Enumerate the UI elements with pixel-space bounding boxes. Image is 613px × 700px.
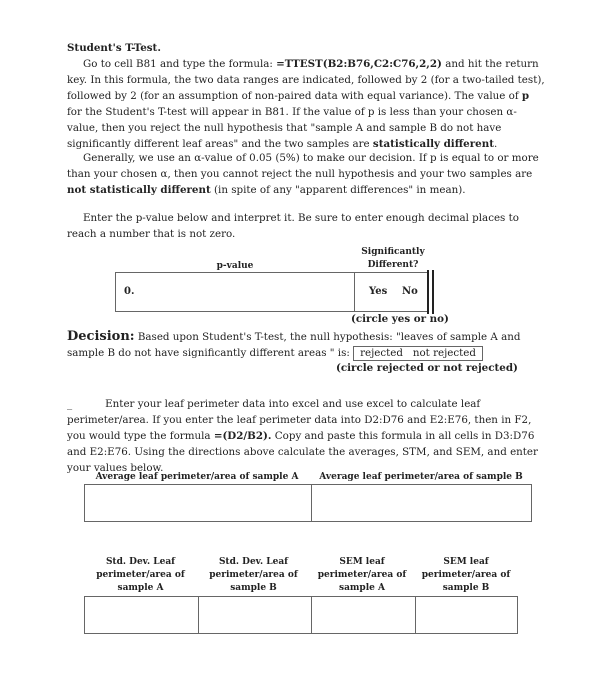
- avg-b-header: Average leaf perimeter/area of sample B: [319, 472, 523, 482]
- text: SEM leaf: [443, 557, 489, 567]
- circle-rejected-note: (circle rejected or not rejected): [336, 362, 518, 374]
- sd-a-input[interactable]: [85, 597, 198, 633]
- text: Different?: [367, 260, 419, 270]
- sem-b-header: [414, 556, 518, 595]
- text: sample B: [442, 583, 490, 593]
- decision-paragraph: [67, 329, 545, 361]
- divider: [354, 273, 355, 311]
- sd-b-header: [197, 556, 310, 595]
- no-option[interactable]: No: [402, 286, 418, 297]
- yes-option[interactable]: Yes: [369, 286, 388, 297]
- instructions-paragraph-2: [67, 150, 545, 198]
- circle-yes-no-note: (circle yes or no): [351, 313, 449, 325]
- double-border: [427, 270, 434, 314]
- text: perimeter/area of: [209, 570, 298, 580]
- pvalue-header: p-value: [216, 261, 254, 271]
- text: .: [493, 138, 498, 150]
- instructions-paragraph-1: [67, 56, 545, 152]
- sem-a-header: [310, 556, 414, 595]
- text: SEM leaf: [339, 557, 385, 567]
- sem-b-input[interactable]: [416, 597, 517, 633]
- text: Based upon Student's T-test, the null hypothesis: "leaves of sample A and sample B do not have significantly different areas " is:: [67, 331, 521, 359]
- sem-a-input[interactable]: [312, 597, 415, 633]
- text: statistically different: [372, 138, 494, 150]
- avg-a-input[interactable]: [85, 485, 311, 521]
- sd-a-header: [84, 556, 197, 595]
- instructions-paragraph-4: [67, 396, 545, 476]
- section-title: [67, 40, 545, 56]
- avg-a-header: Average leaf perimeter/area of sample A: [95, 472, 299, 482]
- pvalue-table: [115, 272, 429, 312]
- ratio-formula: =(D2/B2).: [213, 430, 272, 442]
- stats-table: [84, 596, 518, 634]
- text: Go to cell B81 and type the formula:: [83, 58, 277, 70]
- sd-b-input[interactable]: [199, 597, 311, 633]
- text: Significantly: [361, 247, 425, 257]
- text: Std. Dev. Leaf: [105, 557, 176, 567]
- text: perimeter/area of: [96, 570, 185, 580]
- significance-header: [354, 246, 432, 272]
- decision-label: Decision:: [67, 329, 135, 344]
- text: Std. Dev. Leaf: [218, 557, 289, 567]
- average-table: [84, 484, 532, 522]
- ttest-formula: =TTEST(B2:B76,C2:C76,2,2): [276, 58, 442, 70]
- text: perimeter/area of: [421, 570, 511, 580]
- text: not statistically different: [67, 184, 211, 196]
- text: for the Student's T-test will appear in B81. If the value of p is less than your chosen α-value, then you reject the null hypothesis that "sample A and sample B do not have significantly different leaf areas" and the two samples are: [67, 106, 517, 150]
- text: sample A: [117, 583, 164, 593]
- rejected-choice-box: [353, 346, 483, 361]
- text: _: [67, 398, 73, 410]
- pvalue-input[interactable]: 0.: [124, 286, 135, 297]
- rejected-option[interactable]: rejected: [360, 347, 403, 359]
- text: Copy and paste this formula in all cells in D3:D76 and E2:E76. Using the directions above calculate the averages, STM, and SEM, and enter your values below.: [67, 430, 538, 474]
- text: sample B: [230, 583, 277, 593]
- text: Generally, we use an α-value of 0.05 (5%) to make our decision. If p is equal to or more than your chosen α, then you cannot reject the null hypothesis and your two samples are: [67, 152, 539, 180]
- text: p: [521, 90, 530, 102]
- instructions-paragraph-3: Enter the p-value below and interpret it. Be sure to enter enough decimal places to reach a number that is not zero.: [67, 212, 519, 240]
- text: and hit the return key. In this formula, the two data ranges are indicated, followed by 2 (for a two-tailed test), followed by 2 (for an assumption of non-paired data with equal variance). The value of: [67, 58, 545, 102]
- text: sample A: [339, 583, 385, 593]
- text: perimeter/area of: [317, 570, 407, 580]
- not-rejected-option[interactable]: not rejected: [412, 347, 476, 359]
- text: Enter your leaf perimeter data into excel and use excel to calculate leaf perimeter/area. If you enter the leaf perimeter data into D2:D76 and E2:E76, then in F2, you would type the formula: [67, 398, 532, 442]
- avg-b-input[interactable]: [312, 485, 531, 521]
- title-text: Student's T-Test.: [67, 42, 161, 54]
- text: (in spite of any "apparent differences" in mean).: [210, 184, 466, 196]
